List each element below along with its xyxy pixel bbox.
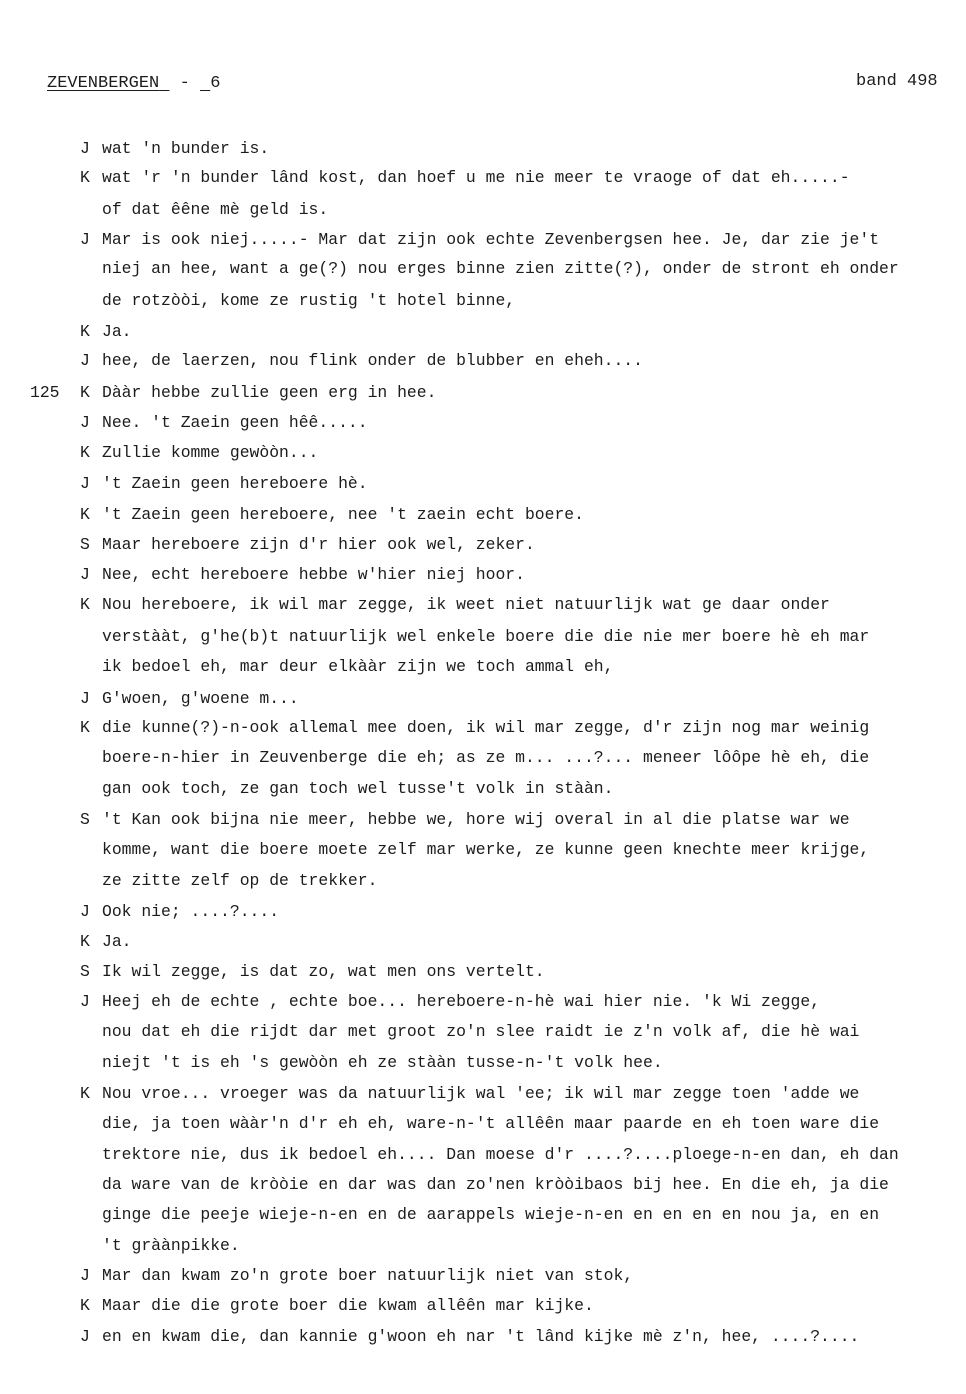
transcript-line [80, 505, 584, 525]
utterance: 't Zaein geen hereboere hè. [102, 474, 368, 493]
utterance: verstààt, g'he(b)t natuurlijk wel enkele boere die die nie mer boere hè eh mar [102, 627, 870, 646]
utterance: 't Kan ook bijna nie meer, hebbe we, hore wij overal in al die platse war we [102, 810, 850, 829]
transcript-line [80, 689, 299, 709]
utterance: of dat êêne mè geld is. [102, 200, 329, 219]
utterance: hee, de laerzen, nou flink onder de blubber en eheh.... [102, 351, 643, 370]
utterance: nou dat eh die rijdt dar met groot zo'n slee raidt ie z'n volk af, die hè wai [102, 1022, 860, 1041]
utterance: ze zitte zelf op de trekker. [102, 871, 378, 890]
utterance: Ja. [102, 322, 132, 341]
transcript-line [80, 565, 525, 585]
utterance: Dààr hebbe zullie geen erg in hee. [102, 383, 437, 402]
tape-number: band 498 [856, 72, 938, 91]
speaker: J [80, 351, 90, 370]
transcript-line [80, 627, 869, 647]
transcript-line [80, 779, 613, 799]
transcript-line [80, 535, 535, 555]
transcript-line [80, 932, 132, 952]
utterance: die kunne(?)-n-ook allemal mee doen, ik wil mar zegge, d'r zijn nog mar weinig [102, 718, 870, 737]
transcript-line [80, 1236, 240, 1256]
transcript-line [80, 413, 368, 433]
speaker: K [80, 932, 90, 951]
transcript-line [80, 139, 269, 159]
transcript-line [80, 1022, 859, 1042]
transcript-line [80, 595, 830, 615]
transcript-line [80, 1114, 879, 1134]
transcript-line [80, 902, 279, 922]
transcript-line [80, 259, 899, 279]
speaker: K [80, 383, 90, 402]
utterance: ginge die peeje wieje-n-en en de aarappels wieje-n-en en en en en nou ja, en en [102, 1205, 880, 1224]
utterance: Nou vroe... vroeger was da natuurlijk wal 'ee; ik wil mar zegge toen 'adde we [102, 1084, 860, 1103]
utterance: Ja. [102, 932, 132, 951]
utterance: niej an hee, want a ge(?) nou erges binne zien zitte(?), onder de stront eh onder [102, 259, 899, 278]
margin-line-number: 125 [30, 383, 60, 402]
speaker: K [80, 1084, 90, 1103]
transcript-line [80, 474, 368, 494]
speaker: K [80, 505, 90, 524]
utterance: komme, want die boere moete zelf mar werke, ze kunne geen knechte meer krijge, [102, 840, 870, 859]
transcript-line [80, 230, 879, 250]
speaker: J [80, 1266, 90, 1285]
utterance: ik bedoel eh, mar deur elkààr zijn we toch ammal eh, [102, 657, 614, 676]
utterance: G'woen, g'woene m... [102, 689, 299, 708]
utterance: de rotzòòi, kome ze rustig 't hotel binne, [102, 291, 516, 310]
utterance: Mar is ook niej.....- Mar dat zijn ook echte Zevenbergsen hee. Je, dar zie je't [102, 230, 880, 249]
speaker: K [80, 718, 90, 737]
utterance: Nee. 't Zaein geen hêê..... [102, 413, 368, 432]
location-title: ZEVENBERGEN [47, 74, 160, 93]
speaker: J [80, 413, 90, 432]
utterance: 't Zaein geen hereboere, nee 't zaein echt boere. [102, 505, 584, 524]
utterance: gan ook toch, ze gan toch wel tusse't volk in stààn. [102, 779, 614, 798]
utterance: Maar die die grote boer die kwam allêên mar kijke. [102, 1296, 594, 1315]
transcript-line [80, 718, 869, 738]
transcript-line [80, 992, 820, 1012]
transcript-line [80, 1145, 899, 1165]
utterance: wat 'r 'n bunder lând kost, dan hoef u me nie meer te vraoge of dat eh.....- [102, 168, 850, 187]
utterance: en en kwam die, dan kannie g'woon eh nar 't lând kijke mè z'n, hee, ....?.... [102, 1327, 860, 1346]
utterance: Zullie komme gewòòn... [102, 443, 319, 462]
utterance: Heej eh de echte , echte boe... hereboere-n-hè wai hier nie. 'k Wi zegge, [102, 992, 821, 1011]
page-number: 6 [210, 74, 221, 93]
utterance: 't gràànpikke. [102, 1236, 240, 1255]
transcript-line [80, 200, 328, 220]
transcript-line [80, 443, 318, 463]
transcript-line [80, 1053, 663, 1073]
speaker: J [80, 230, 90, 249]
speaker: J [80, 474, 90, 493]
transcript-line [80, 1266, 633, 1286]
speaker: J [80, 139, 90, 158]
transcript-line [80, 657, 613, 677]
speaker: K [80, 595, 90, 614]
speaker: J [80, 565, 90, 584]
transcript-line [80, 383, 436, 403]
transcript-line [80, 810, 850, 830]
utterance: Nou hereboere, ik wil mar zegge, ik weet niet natuurlijk wat ge daar onder [102, 595, 830, 614]
utterance: da ware van de kròòie en dar was dan zo'nen kròòibaos bij hee. En die eh, ja die [102, 1175, 889, 1194]
utterance: wat 'n bunder is. [102, 139, 270, 158]
transcript-line [80, 962, 545, 982]
transcript-line [80, 1084, 859, 1104]
utterance: niejt 't is eh 's gewòòn eh ze stààn tusse-n-'t volk hee. [102, 1053, 663, 1072]
utterance: trektore nie, dus ik bedoel eh.... Dan moese d'r ....?....ploege-n-en dan, eh dan [102, 1145, 899, 1164]
utterance: Mar dan kwam zo'n grote boer natuurlijk niet van stok, [102, 1266, 634, 1285]
utterance: Maar hereboere zijn d'r hier ook wel, zeker. [102, 535, 535, 554]
speaker: J [80, 902, 90, 921]
transcript-line [80, 322, 132, 342]
speaker: K [80, 322, 90, 341]
utterance: die, ja toen wààr'n d'r eh eh, ware-n-'t allêên maar paarde en eh toen ware die [102, 1114, 880, 1133]
transcript-line [80, 1327, 859, 1347]
speaker: J [80, 689, 90, 708]
speaker: S [80, 810, 90, 829]
transcript-line [80, 168, 850, 188]
utterance: Ik wil zegge, is dat zo, wat men ons vertelt. [102, 962, 545, 981]
speaker: J [80, 992, 90, 1011]
transcript-line [80, 871, 377, 891]
transcript-line [80, 291, 515, 311]
transcript-line [80, 1205, 879, 1225]
header-dash: - [169, 74, 201, 93]
speaker: J [80, 1327, 90, 1346]
speaker: K [80, 443, 90, 462]
transcript-line [80, 1296, 594, 1316]
speaker: K [80, 1296, 90, 1315]
transcript-line [80, 840, 869, 860]
utterance: Ook nie; ....?.... [102, 902, 280, 921]
utterance: Nee, echt hereboere hebbe w'hier niej hoor. [102, 565, 525, 584]
speaker: S [80, 962, 90, 981]
transcript-line [80, 748, 869, 768]
speaker: K [80, 168, 90, 187]
transcript-line [80, 351, 643, 371]
utterance: boere-n-hier in Zeuvenberge die eh; as ze m... ...?... meneer lôôpe hè eh, die [102, 748, 870, 767]
speaker: S [80, 535, 90, 554]
transcript-line [80, 1175, 889, 1195]
